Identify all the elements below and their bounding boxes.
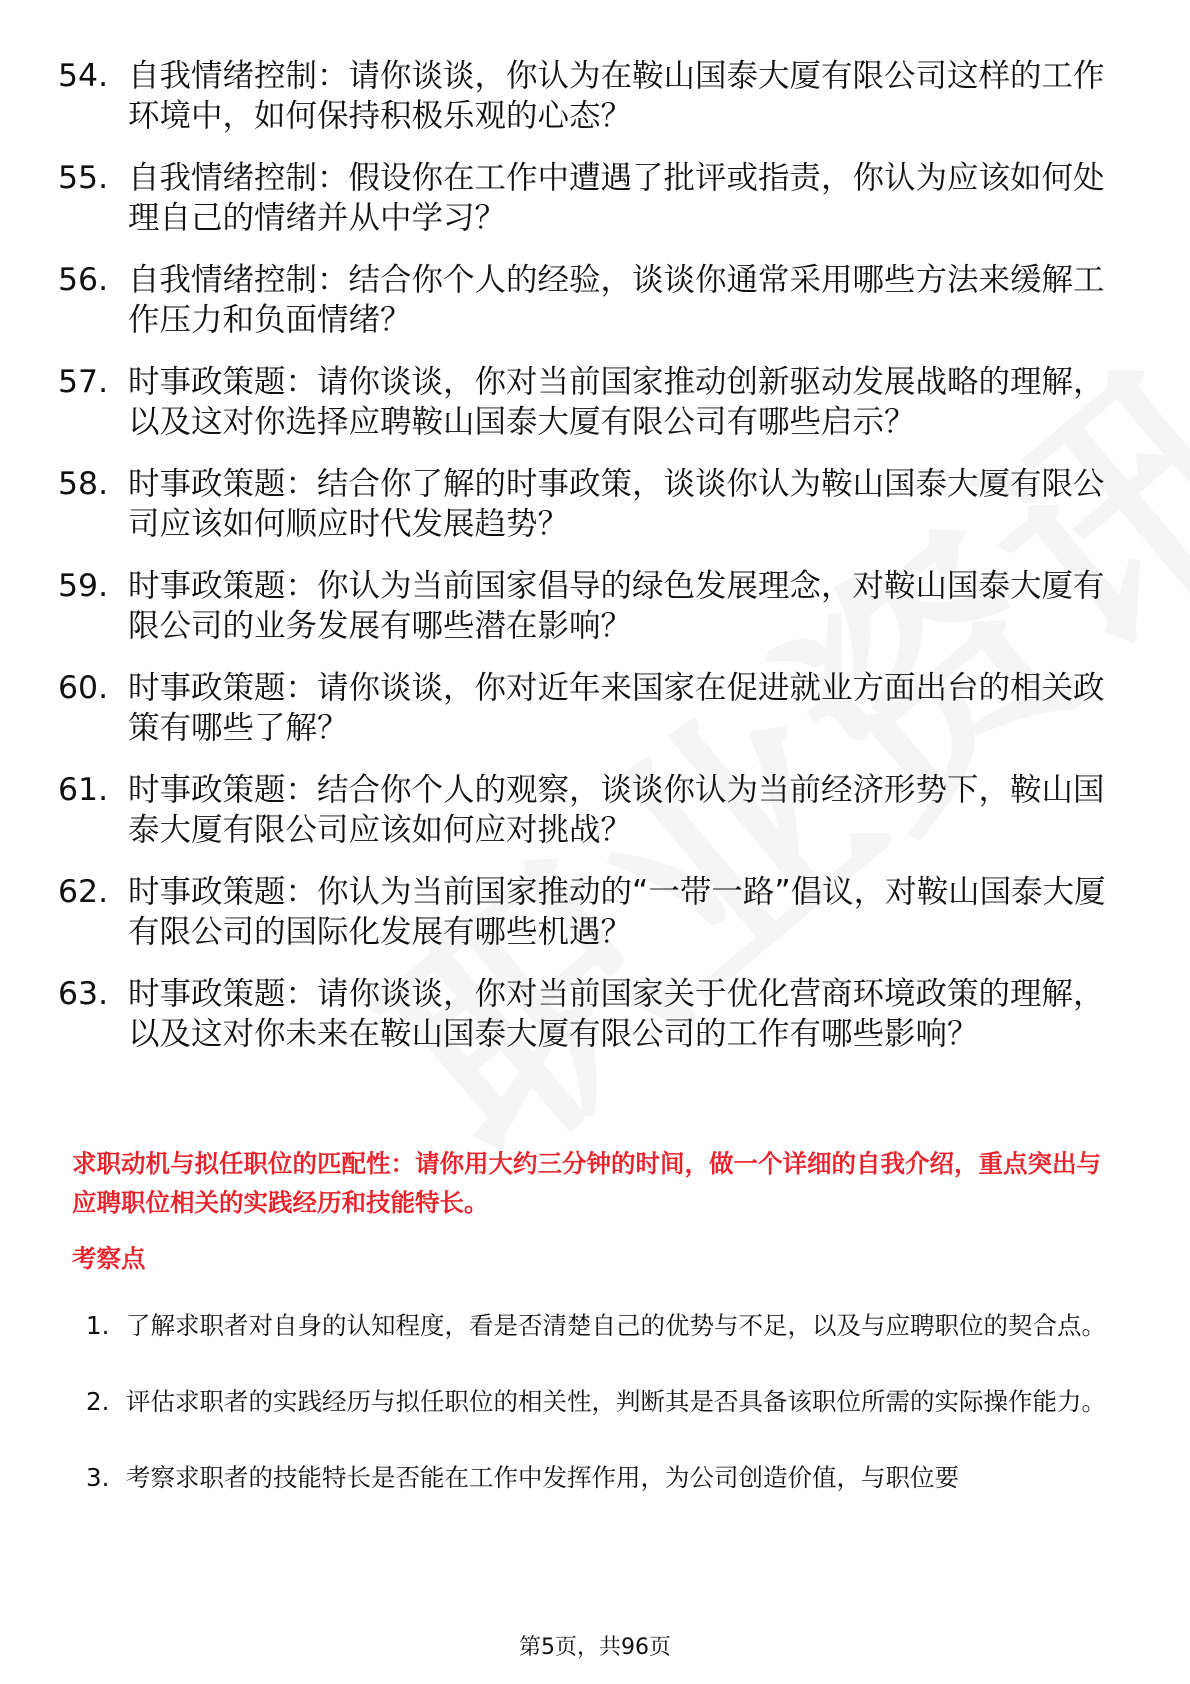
question-item — [58, 668, 1128, 748]
question-item — [58, 974, 1128, 1054]
question-text: 时事政策题：你认为当前国家推动的“一带一路”倡议，对鞍山国泰大厦有限公司的国际化发展有哪些机遇？ — [128, 874, 1106, 950]
question-number: 55. — [58, 160, 109, 196]
question-item — [58, 566, 1128, 646]
question-item — [58, 464, 1128, 544]
question-number: 62. — [58, 874, 109, 910]
point-number: 1. — [86, 1311, 110, 1340]
question-item — [58, 56, 1128, 136]
question-item — [58, 260, 1128, 340]
highlighted-question: 求职动机与拟任职位的匹配性：请你用大约三分钟的时间，做一个详细的自我介绍，重点突出与应聘职位相关的实践经历和技能特长。 — [72, 1149, 1101, 1217]
question-text: 自我情绪控制：请你谈谈，你认为在鞍山国泰大厦有限公司这样的工作环境中，如何保持积极乐观的心态？ — [128, 58, 1105, 134]
point-text: 了解求职者对自身的认知程度，看是否清楚自己的优势与不足，以及与应聘职位的契合点。 — [126, 1311, 1106, 1340]
question-list — [58, 56, 1128, 1076]
question-number: 60. — [58, 670, 109, 706]
question-item — [58, 158, 1128, 238]
point-item — [86, 1450, 1126, 1506]
question-text: 时事政策题：请你谈谈，你对当前国家推动创新驱动发展战略的理解，以及这对你选择应聘鞍山国泰大厦有限公司有哪些启示？ — [128, 364, 1105, 440]
point-number: 2. — [86, 1387, 110, 1416]
point-item — [86, 1374, 1126, 1430]
page-footer: 第5页，共96页 — [519, 1635, 671, 1660]
question-text: 时事政策题：你认为当前国家倡导的绿色发展理念，对鞍山国泰大厦有限公司的业务发展有哪些潜在影响？ — [128, 568, 1105, 644]
question-text: 时事政策题：结合你个人的观察，谈谈你认为当前经济形势下，鞍山国泰大厦有限公司应该如何应对挑战？ — [128, 772, 1105, 848]
question-number: 59. — [58, 568, 109, 604]
point-text: 考察求职者的技能特长是否能在工作中发挥作用，为公司创造价值，与职位要 — [126, 1463, 959, 1492]
question-text: 自我情绪控制：结合你个人的经验，谈谈你通常采用哪些方法来缓解工作压力和负面情绪？ — [128, 262, 1105, 338]
assessment-points — [86, 1298, 1126, 1526]
question-text: 时事政策题：结合你了解的时事政策，谈谈你认为鞍山国泰大厦有限公司应该如何顺应时代发展趋势？ — [128, 466, 1105, 542]
question-item — [58, 362, 1128, 442]
question-text: 自我情绪控制：假设你在工作中遭遇了批评或指责，你认为应该如何处理自己的情绪并从中学习？ — [128, 160, 1105, 236]
question-number: 56. — [58, 262, 109, 298]
point-text: 评估求职者的实践经历与拟任职位的相关性，判断其是否具备该职位所需的实际操作能力。 — [126, 1387, 1106, 1416]
point-item — [86, 1298, 1126, 1354]
question-number: 58. — [58, 466, 109, 502]
question-item — [58, 872, 1128, 952]
question-number: 63. — [58, 976, 109, 1012]
question-item — [58, 770, 1128, 850]
question-text: 时事政策题：请你谈谈，你对近年来国家在促进就业方面出台的相关政策有哪些了解？ — [128, 670, 1105, 746]
question-number: 54. — [58, 58, 109, 94]
section-title: 考察点 — [72, 1244, 146, 1273]
point-number: 3. — [86, 1463, 110, 1492]
question-number: 61. — [58, 772, 109, 808]
question-text: 时事政策题：请你谈谈，你对当前国家关于优化营商环境政策的理解，以及这对你未来在鞍山国泰大厦有限公司的工作有哪些影响？ — [128, 976, 1105, 1052]
question-number: 57. — [58, 364, 109, 400]
